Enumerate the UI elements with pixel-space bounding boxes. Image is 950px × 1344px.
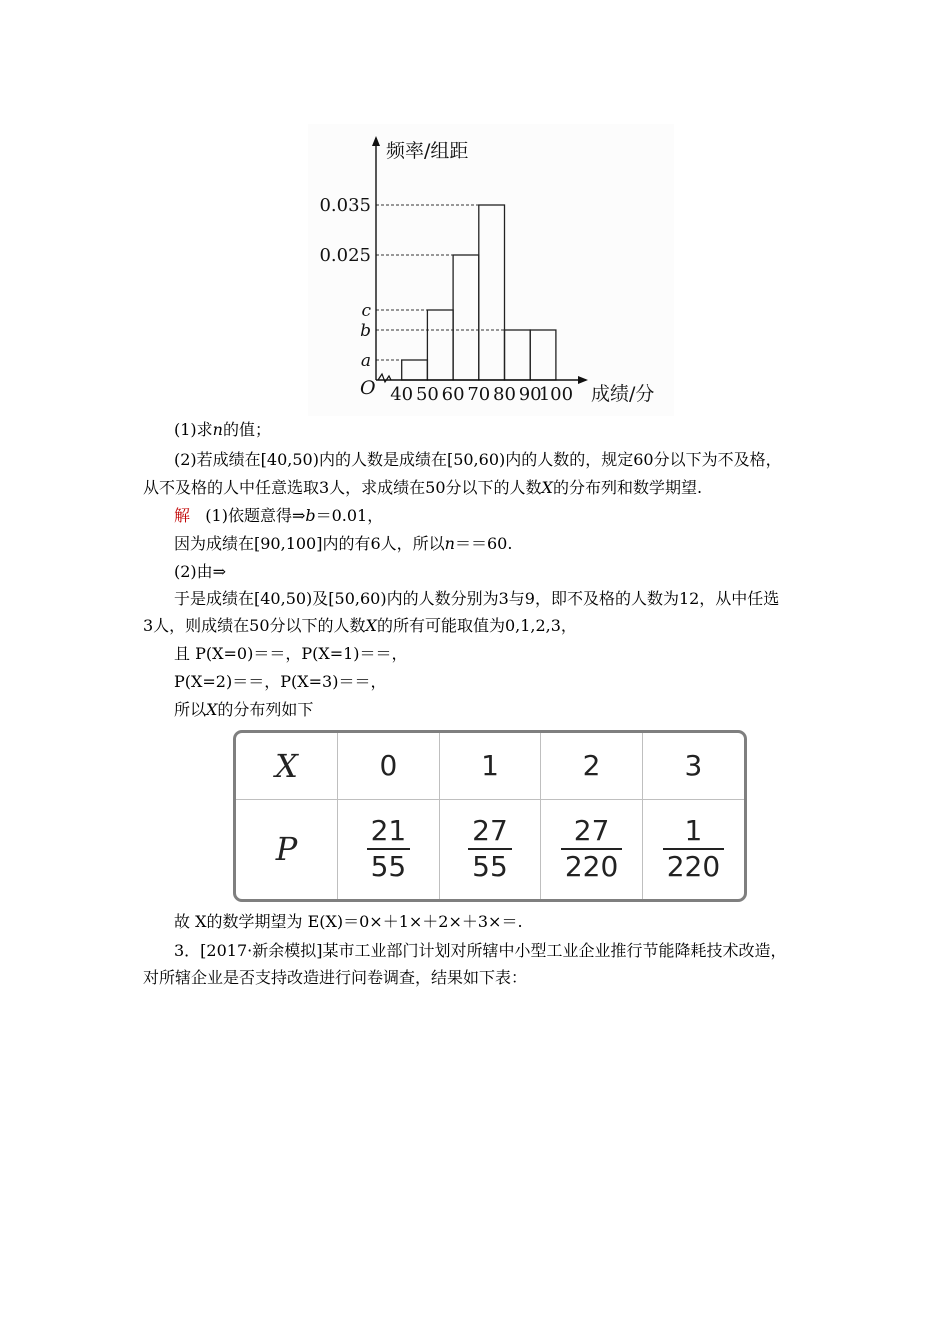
fraction xyxy=(468,814,512,884)
y-axis-title: 频率/组距 xyxy=(386,140,469,162)
sol2-b: ＝＝60. xyxy=(454,534,513,553)
sol5-a: 3人，则成绩在50分以下的人数 xyxy=(143,616,366,635)
expectation-line: 故 X的数学期望为 E(X)＝0×＋1×＋2×＋3×＝. xyxy=(174,912,523,931)
q1-text-end: 的值； xyxy=(222,420,271,439)
sol5-b: 的所有可能取值为0,1,2,3， xyxy=(376,616,577,635)
p-value xyxy=(439,799,541,899)
table-row-p xyxy=(236,799,744,899)
solution-line-3: (2)由⇒ xyxy=(174,562,227,581)
p-value xyxy=(338,799,440,899)
numerator: 1 xyxy=(663,814,724,850)
y-axis-label: 0.035 xyxy=(319,195,371,216)
fraction xyxy=(663,814,724,884)
denominator: 220 xyxy=(564,850,619,884)
x-value: 1 xyxy=(439,733,541,799)
y-axis-label: b xyxy=(360,321,371,341)
x-value: 0 xyxy=(338,733,440,799)
x-tick-label: 90 xyxy=(518,384,542,405)
numerator: 21 xyxy=(367,814,411,850)
numerator: 27 xyxy=(468,814,512,850)
sol1-b: ＝0.01， xyxy=(315,506,384,525)
question-2-line-1: (2)若成绩在[40,50)内的人数是成绩在[50,60)内的人数的，规定60分以下为不及格， xyxy=(174,450,782,469)
x-axis-title: 成绩/分 xyxy=(591,383,655,405)
q2-line2-a: 从不及格的人中任意选取3人，求成绩在50分以下的人数 xyxy=(143,478,542,497)
question-1 xyxy=(174,419,271,441)
sol8-variable: X xyxy=(206,700,218,719)
sol8-a: 所以 xyxy=(174,700,207,719)
solution-label: 解 xyxy=(174,506,191,525)
x-tick-label: 100 xyxy=(538,384,574,405)
sol2-variable: n xyxy=(444,534,455,553)
p-value xyxy=(642,799,744,899)
sol8-b: 的分布列如下 xyxy=(217,700,314,719)
solution-line-2 xyxy=(174,533,512,555)
question-3-line-2: 对所辖企业是否支持改造进行问卷调查，结果如下表： xyxy=(143,968,528,987)
question-3-line-1: 3．[2017·新余模拟]某市工业部门计划对所辖中小型工业企业推行节能降耗技术改造， xyxy=(174,941,787,960)
x-tick-label: 80 xyxy=(493,384,516,405)
sol5-variable: X xyxy=(365,616,377,635)
y-axis-label: a xyxy=(360,351,371,371)
fraction xyxy=(367,814,411,884)
sol1-variable: b xyxy=(305,506,316,525)
x-tick-label: 40 xyxy=(390,384,414,405)
x-tick-label: 50 xyxy=(415,384,439,405)
denominator: 220 xyxy=(666,850,721,884)
solution-line-5 xyxy=(143,615,577,637)
frequency-histogram xyxy=(308,124,674,416)
p-value xyxy=(541,799,643,899)
table-row-x xyxy=(236,733,744,799)
q1-variable: n xyxy=(212,420,223,439)
q1-text: (1)求 xyxy=(174,420,213,439)
sol2-a: 因为成绩在[90,100]内的有6人，所以 xyxy=(174,534,445,553)
sol1-a: (1)依题意得⇒ xyxy=(205,506,306,525)
solution-line-4: 于是成绩在[40,50)及[50,60)内的人数分别为3与9，即不及格的人数为12，从中任选 xyxy=(174,589,780,608)
q2-variable: X xyxy=(541,478,553,497)
solution-line-6: 且 P(X=0)＝＝，P(X=1)＝＝， xyxy=(174,644,408,663)
distribution-table xyxy=(233,730,747,902)
denominator: 55 xyxy=(370,850,407,884)
solution-line-7: P(X=2)＝＝，P(X=3)＝＝， xyxy=(174,672,387,691)
q2-line2-b: 的分布列和数学期望. xyxy=(552,478,703,497)
fraction xyxy=(561,814,622,884)
solution-line-8 xyxy=(174,699,313,721)
p-header: P xyxy=(236,799,338,899)
denominator: 55 xyxy=(472,850,508,884)
x-value: 3 xyxy=(642,733,744,799)
x-header: X xyxy=(236,733,338,799)
x-tick-label: 60 xyxy=(441,384,465,405)
origin-label: O xyxy=(360,377,376,399)
x-value: 2 xyxy=(541,733,643,799)
solution-line-1 xyxy=(174,505,383,527)
y-axis-label: 0.025 xyxy=(319,245,371,266)
question-2-line-2 xyxy=(143,477,702,499)
y-axis-label: c xyxy=(361,301,371,321)
x-tick-label: 70 xyxy=(467,384,491,405)
numerator: 27 xyxy=(561,814,622,850)
